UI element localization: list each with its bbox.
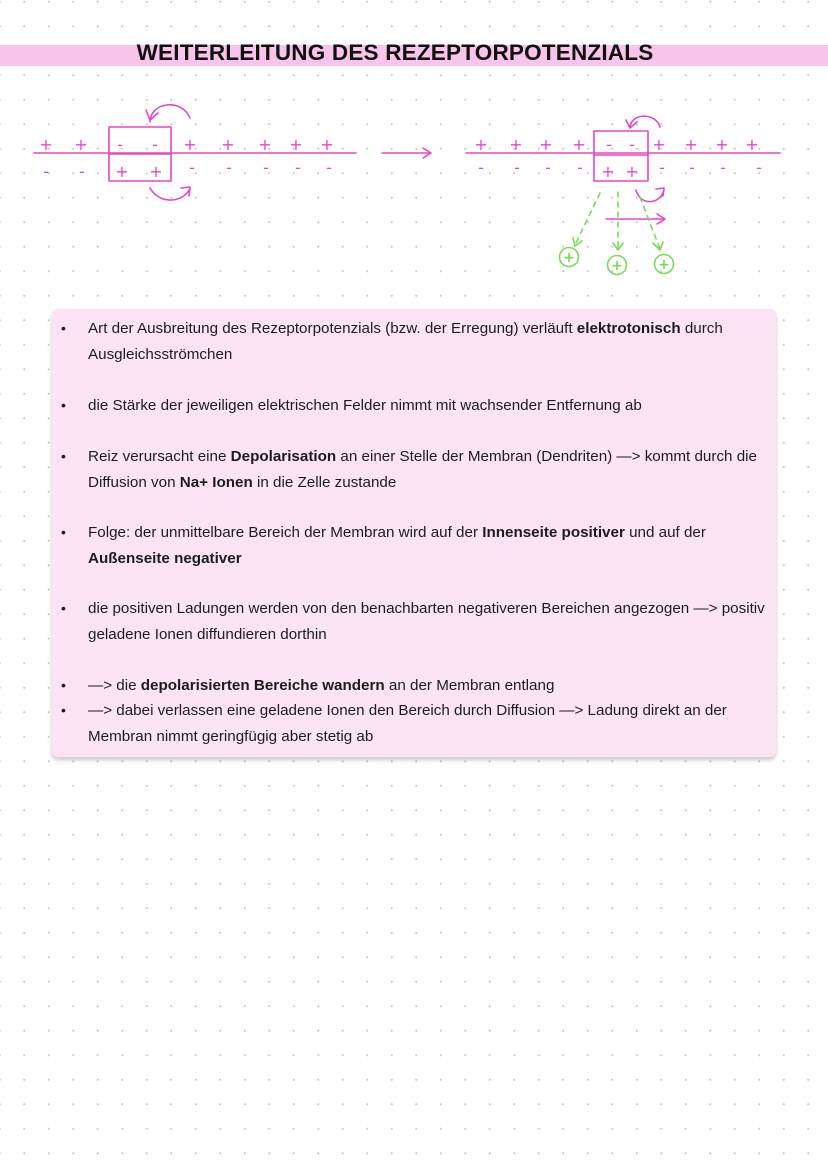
svg-text:-: - [720, 158, 726, 177]
svg-text:+: + [115, 162, 129, 181]
svg-text:-: - [545, 158, 551, 177]
svg-text:+: + [289, 135, 303, 154]
bullet-item: • Reiz verursacht eine Depolarisation an einer Stelle der Membran (Dendriten) —> kommt durch die Diffusion von Na+ Ionen in die Zelle zustande [88, 444, 768, 495]
ion-symbol-2: + [611, 258, 623, 274]
svg-text:-: - [689, 158, 695, 177]
svg-text:+: + [320, 135, 334, 154]
svg-text:-: - [117, 135, 123, 154]
bullet-item: • —> die depolarisierten Bereiche wandern an der Membran entlang [88, 673, 768, 699]
outer-charges-right [474, 135, 758, 154]
ion-symbol-3: + [658, 257, 670, 273]
svg-text:+: + [652, 135, 666, 154]
current-arrow-bottom-left [150, 188, 190, 200]
svg-text:+: + [474, 135, 488, 154]
svg-text:-: - [263, 158, 269, 177]
svg-text:-: - [577, 158, 583, 177]
svg-text:+: + [572, 135, 586, 154]
svg-text:-: - [606, 135, 612, 154]
svg-text:+: + [149, 162, 163, 181]
bullet-item: • die Stärke der jeweiligen elektrischen Felder nimmt mit wachsender Entfernung ab [88, 393, 768, 419]
svg-text:+: + [509, 135, 523, 154]
svg-text:-: - [629, 135, 635, 154]
svg-text:-: - [756, 158, 762, 177]
svg-text:+: + [74, 135, 88, 154]
svg-text:+: + [745, 135, 759, 154]
svg-text:+: + [715, 135, 729, 154]
svg-text:-: - [326, 158, 332, 177]
membrane-diagram [0, 90, 828, 285]
svg-text:+: + [684, 135, 698, 154]
bullet-item: • die positiven Ladungen werden von den benachbarten negativeren Bereichen angezogen —> positiv geladene Ionen diffundieren dorthin [88, 596, 768, 647]
svg-text:-: - [514, 158, 520, 177]
current-arrow-top-right [630, 116, 660, 127]
svg-text:-: - [43, 162, 49, 181]
svg-text:-: - [79, 162, 85, 181]
ion-symbol-1: + [563, 250, 575, 266]
outer-charges-left [39, 135, 333, 154]
svg-text:-: - [295, 158, 301, 177]
svg-text:-: - [226, 158, 232, 177]
svg-text:+: + [539, 135, 553, 154]
svg-text:-: - [152, 135, 158, 154]
inner-charges-left [43, 158, 332, 181]
current-arrow-bottom-right [636, 190, 664, 202]
diffusion-path-1 [575, 193, 600, 245]
svg-text:+: + [625, 162, 639, 181]
inner-charges-right [478, 158, 762, 181]
bullet-item: • Art der Ausbreitung des Rezeptorpotenzials (bzw. der Erregung) verläuft elektrotonisch durch Ausgleichsströmchen [88, 316, 768, 367]
page-title: WEITERLEITUNG DES REZEPTORPOTENZIALS [136, 40, 654, 65]
svg-text:+: + [183, 135, 197, 154]
svg-text:+: + [221, 135, 235, 154]
svg-text:-: - [659, 158, 665, 177]
svg-text:-: - [478, 158, 484, 177]
bullet-item: • —> dabei verlassen eine geladene Ionen den Bereich durch Diffusion —> Ladung direkt an der Membran nimmt geringfügig aber stetig ab [88, 698, 768, 749]
svg-text:+: + [601, 162, 615, 181]
current-arrow-top-left [150, 105, 190, 122]
diffusion-path-3 [640, 197, 660, 249]
svg-text:+: + [39, 135, 53, 154]
svg-text:+: + [258, 135, 272, 154]
bullet-item: • Folge: der unmittelbare Bereich der Membran wird auf der Innenseite positiver und auf der Außenseite negativer [88, 520, 768, 571]
svg-text:-: - [189, 158, 195, 177]
notes-card [52, 309, 776, 757]
